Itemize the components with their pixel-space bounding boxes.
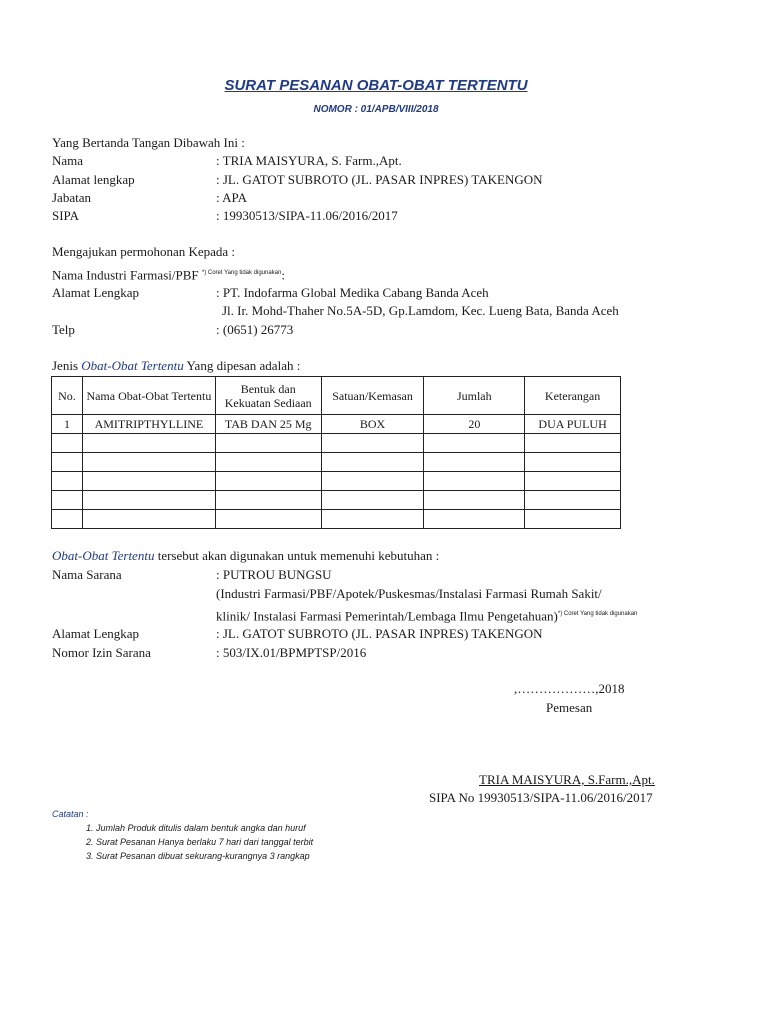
signature-sipa: SIPA No 19930513/SIPA-11.06/2016/2017 xyxy=(429,790,653,805)
order-table xyxy=(51,376,621,529)
signer-address-label: Alamat lengkap xyxy=(52,172,135,187)
cell-form xyxy=(215,491,321,510)
cell-no xyxy=(52,434,83,453)
cell-qty xyxy=(424,472,525,491)
col-header-name: Nama Obat-Obat Tertentu xyxy=(82,377,215,415)
cell-qty xyxy=(424,434,525,453)
cell-form xyxy=(215,510,321,529)
cell-no xyxy=(52,472,83,491)
cell-note: DUA PULUH xyxy=(525,415,621,434)
signature-role: Pemesan xyxy=(546,700,593,715)
signature-name: TRIA MAISYURA, S.Farm.,Apt. xyxy=(479,772,655,787)
supplier-address-line1: : PT. Indofarma Global Medika Cabang Banda Aceh xyxy=(216,285,489,300)
usage-izin-label: Nomor Izin Sarana xyxy=(52,645,151,660)
col-header-qty: Jumlah xyxy=(424,377,525,415)
note-item: 2. Surat Pesanan Hanya berlaku 7 hari dari tanggal terbit xyxy=(86,837,314,847)
signer-position-value: : APA xyxy=(216,190,247,205)
supplier-telp-label: Telp xyxy=(52,322,75,337)
cell-name: AMITRIPTHYLLINE xyxy=(82,415,215,434)
cell-name xyxy=(82,434,215,453)
supplier-industry-label-text: Nama Industri Farmasi/PBF xyxy=(52,267,199,283)
col-header-form: Bentuk dan Kekuatan Sediaan xyxy=(215,377,321,415)
document-title: SURAT PESANAN OBAT-OBAT TERTENTU xyxy=(224,77,528,94)
order-intro xyxy=(52,358,300,374)
cell-qty xyxy=(424,510,525,529)
signer-name-value: : TRIA MAISYURA, S. Farm.,Apt. xyxy=(216,153,402,168)
usage-address-value: : JL. GATOT SUBROTO (JL. PASAR INPRES) TAKENGON xyxy=(216,626,543,641)
table-row xyxy=(52,453,621,472)
usage-address-label: Alamat Lengkap xyxy=(52,626,139,641)
order-intro-prefix: Jenis xyxy=(52,358,82,373)
cell-note xyxy=(525,453,621,472)
table-row xyxy=(52,510,621,529)
cell-unit: BOX xyxy=(321,415,424,434)
cell-form xyxy=(215,434,321,453)
cell-name xyxy=(82,510,215,529)
usage-sarana-label: Nama Sarana xyxy=(52,567,122,582)
supplier-telp-value: : (0651) 26773 xyxy=(216,322,294,337)
usage-sarana-type2-text: klinik/ Instalasi Farmasi Pemerintah/Lembaga Ilmu Pengetahuan) xyxy=(216,608,558,624)
cell-note xyxy=(525,491,621,510)
signer-position-label: Jabatan xyxy=(52,190,91,205)
cell-no: 1 xyxy=(52,415,83,434)
cell-qty xyxy=(424,453,525,472)
note-item: 1. Jumlah Produk ditulis dalam bentuk angka dan huruf xyxy=(86,823,306,833)
order-table-header xyxy=(52,377,621,415)
note-item: 3. Surat Pesanan dibuat sekurang-kurangnya 3 rangkap xyxy=(86,851,310,861)
cell-no xyxy=(52,491,83,510)
signer-sipa-value: : 19930513/SIPA-11.06/2016/2017 xyxy=(216,208,398,223)
table-row xyxy=(52,472,621,491)
cell-qty xyxy=(424,491,525,510)
signer-intro: Yang Bertanda Tangan Dibawah Ini : xyxy=(52,135,245,150)
cell-note xyxy=(525,472,621,491)
usage-intro-italic: Obat-Obat Tertentu xyxy=(52,548,155,563)
supplier-intro: Mengajukan permohonan Kepada : xyxy=(52,244,236,259)
cell-name xyxy=(82,453,215,472)
usage-sarana-type2 xyxy=(216,606,637,624)
supplier-address-label: Alamat Lengkap xyxy=(52,285,139,300)
cell-unit xyxy=(321,491,424,510)
col-header-no: No. xyxy=(52,377,83,415)
cell-form xyxy=(215,472,321,491)
usage-intro-suffix: tersebut akan digunakan untuk memenuhi kebutuhan : xyxy=(154,548,440,563)
cell-unit xyxy=(321,472,424,491)
supplier-industry-note: *) Coret Yang tidak digunakan xyxy=(201,270,282,276)
supplier-industry-label xyxy=(52,265,285,283)
signer-address-value: : JL. GATOT SUBROTO (JL. PASAR INPRES) TAKENGON xyxy=(216,172,543,187)
supplier-address-line2: Jl. Ir. Mohd-Thaher No.5A-5D, Gp.Lamdom, Kec. Lueng Bata, Banda Aceh xyxy=(222,303,619,318)
signer-name-label: Nama xyxy=(52,153,84,168)
usage-sarana-note: *) Coret Yang tidak digunakan xyxy=(557,611,638,617)
cell-unit xyxy=(321,453,424,472)
signature-date: ,………………,2018 xyxy=(514,681,625,696)
col-header-unit: Satuan/Kemasan xyxy=(321,377,424,415)
cell-no xyxy=(52,510,83,529)
cell-no xyxy=(52,453,83,472)
cell-name xyxy=(82,472,215,491)
signer-sipa-label: SIPA xyxy=(52,208,79,223)
order-intro-suffix: Yang dipesan adalah : xyxy=(183,358,301,373)
supplier-industry-colon: : xyxy=(281,267,285,283)
table-row xyxy=(52,415,621,434)
document-number: NOMOR : 01/APB/VIII/2018 xyxy=(313,104,439,115)
cell-note xyxy=(525,510,621,529)
usage-sarana-value: : PUTROU BUNGSU xyxy=(216,567,332,582)
usage-sarana-type1: (Industri Farmasi/PBF/Apotek/Puskesmas/Instalasi Farmasi Rumah Sakit/ xyxy=(216,586,602,601)
table-row xyxy=(52,491,621,510)
col-header-note: Keterangan xyxy=(525,377,621,415)
table-row xyxy=(52,434,621,453)
usage-intro xyxy=(52,548,439,564)
cell-unit xyxy=(321,510,424,529)
cell-qty: 20 xyxy=(424,415,525,434)
notes-heading: Catatan : xyxy=(52,809,89,819)
order-intro-italic: Obat-Obat Tertentu xyxy=(81,358,184,373)
cell-form: TAB DAN 25 Mg xyxy=(215,415,321,434)
cell-unit xyxy=(321,434,424,453)
usage-izin-value: : 503/IX.01/BPMPTSP/2016 xyxy=(216,645,367,660)
cell-form xyxy=(215,453,321,472)
cell-name xyxy=(82,491,215,510)
cell-note xyxy=(525,434,621,453)
